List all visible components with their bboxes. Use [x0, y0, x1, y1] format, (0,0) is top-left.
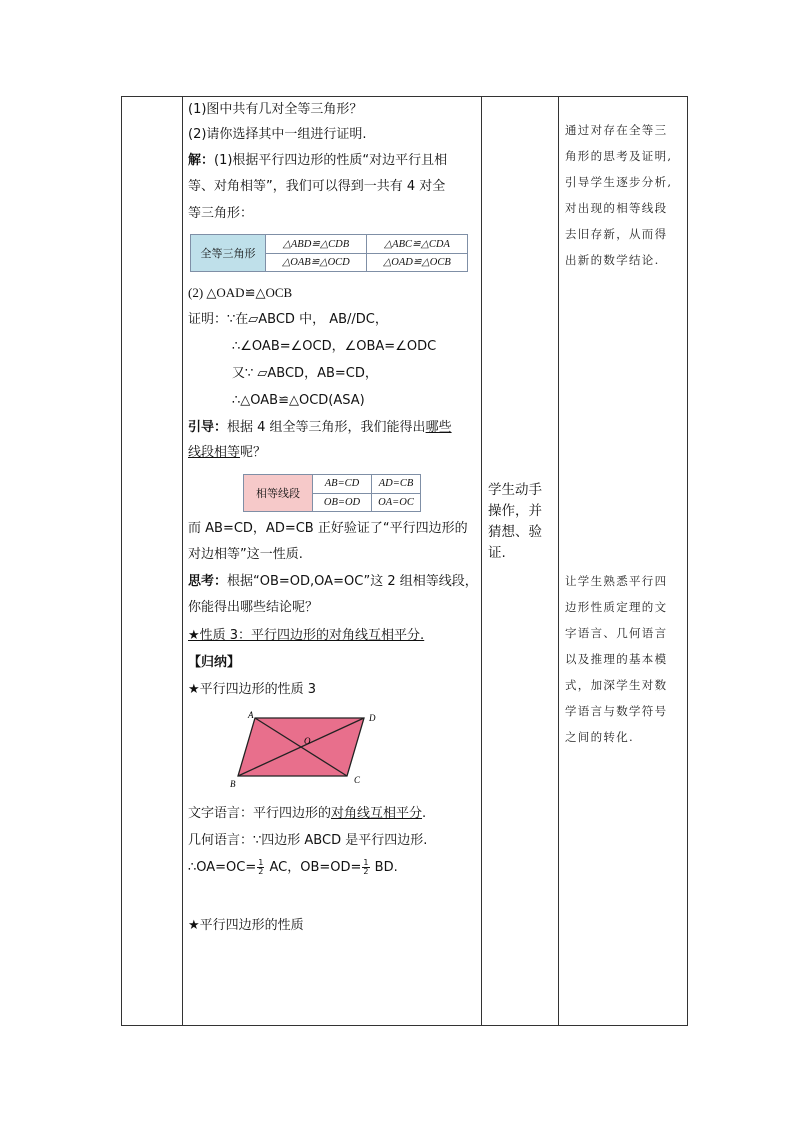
text-language-underlined: 对角线互相平分 [331, 806, 423, 821]
geometric-result [188, 856, 398, 880]
intent-line: 引导学生逐步分析, [565, 175, 673, 189]
think-line-2: 你能得出哪些结论呢？ [188, 600, 319, 615]
vertex-label-b: B [230, 779, 236, 789]
fraction-numerator: 1 [258, 858, 264, 867]
intent-line: 学语言与数学符号 [565, 704, 668, 718]
think-label: 思考： [188, 574, 228, 589]
fraction-denominator: 2 [363, 867, 369, 876]
guide-text-underlined: 哪些 [425, 420, 452, 435]
text-language-prefix: 文字语言：平行四边形的 [188, 806, 332, 821]
text-language: 文字语言：平行四边形的对角线互相平分. [188, 806, 427, 821]
intent-line: 之间的转化. [565, 730, 634, 744]
design-intent-2 [565, 568, 683, 750]
proof-line-3: 又∵ ▱ABCD，AB=CD， [232, 366, 378, 381]
intent-line: 去旧存新，从而得 [565, 227, 668, 241]
solution-line-1 [188, 151, 447, 170]
fraction-half [362, 859, 369, 876]
think-line-1 [188, 572, 478, 591]
table-header: 相等线段 [244, 475, 313, 512]
student-activity [488, 480, 550, 564]
activity-line: 证. [488, 545, 506, 561]
proof-line-2: ∴∠OAB=∠OCD，∠OBA=∠ODC [232, 339, 437, 354]
proof-line-4: ∴△OAB≌△OCD(ASA) [232, 393, 365, 408]
geo-result-part: ∴OA=OC= [188, 860, 257, 875]
intent-line: 字语言、几何语言 [565, 626, 668, 640]
guide-text-underlined: 线段相等 [188, 445, 241, 460]
verify-line-2: 对边相等”这一性质. [188, 547, 303, 562]
solution-text: (1)根据平行四边形的性质“对边平行且相 [214, 153, 448, 168]
table-cell: △ABC≌△CDA [367, 235, 468, 254]
column-divider [182, 96, 183, 1026]
guide-text: 根据 4 组全等三角形，我们能得出 [227, 420, 426, 435]
table-cell: △ABD≌△CDB [266, 235, 367, 254]
intent-line: 以及推理的基本模 [565, 652, 668, 666]
table-cell: AB=CD [313, 475, 372, 494]
column-divider [558, 96, 559, 1026]
intent-line: 角形的思考及证明, [565, 149, 673, 163]
table-cell: △OAB≌△OCD [266, 253, 367, 272]
intent-line: 边形性质定理的文 [565, 600, 668, 614]
summary-heading: 【归纳】 [188, 655, 241, 670]
geometric-language: 几何语言：∵四边形 ABCD 是平行四边形. [188, 833, 428, 848]
question-2: (2)请你选择其中一组进行证明. [188, 127, 367, 142]
table-cell: △OAD≌△OCB [367, 253, 468, 272]
design-intent-1 [565, 117, 683, 273]
property-3-title: ★平行四边形的性质 3 [188, 682, 317, 697]
center-label-o: O [304, 736, 311, 746]
property-3: ★性质 3：平行四边形的对角线互相平分. [188, 628, 425, 643]
equal-segments-table [243, 474, 421, 512]
intent-line: 出新的数学结论. [565, 253, 660, 267]
geo-result-part: AC，OB=OD= [265, 860, 362, 875]
intent-line: 式，加深学生对数 [565, 678, 668, 692]
vertex-label-c: C [354, 775, 361, 785]
properties-heading: ★平行四边形的性质 [188, 918, 304, 933]
vertex-label-d: D [369, 713, 376, 723]
activity-line: 学生动手 [488, 482, 542, 498]
guide-line-1 [188, 418, 452, 437]
activity-line: 猜想、验 [488, 524, 542, 540]
guide-text: 呢？ [240, 445, 267, 460]
column-divider [481, 96, 482, 1026]
table-cell: OA=OC [372, 493, 421, 512]
intent-line: 让学生熟悉平行四 [565, 574, 668, 588]
activity-line: 操作，并 [488, 503, 542, 519]
guide-label: 引导： [188, 420, 228, 435]
vertex-label-a: A [248, 710, 254, 720]
solution-line-2: 等、对角相等”，我们可以得到一共有 4 对全 [188, 179, 446, 194]
fraction-numerator: 1 [363, 858, 369, 867]
proof-title: (2) △OAD≌△OCB [188, 285, 293, 300]
guide-line-2 [188, 443, 266, 462]
table-cell: OB=OD [313, 493, 372, 512]
intent-line: 对出现的相等线段 [565, 201, 668, 215]
fraction-denominator: 2 [258, 867, 264, 876]
table-cell: AD=CB [372, 475, 421, 494]
fraction-half [257, 859, 264, 876]
think-text: 根据“OB=OD,OA=OC”这 2 组相等线段， [227, 574, 478, 589]
geo-result-part: BD. [370, 860, 398, 875]
table-header: 全等三角形 [191, 235, 266, 272]
proof-line-1: 证明：∵在▱ABCD 中， AB//DC， [188, 312, 388, 327]
solution-label: 解： [188, 153, 215, 168]
verify-line-1: 而 AB=CD，AD=CB 正好验证了“平行四边形的 [188, 521, 468, 536]
parallelogram-figure [226, 706, 386, 790]
congruent-triangles-table [190, 234, 468, 272]
question-1: (1)图中共有几对全等三角形？ [188, 102, 363, 117]
solution-line-3: 等三角形： [188, 206, 254, 221]
intent-line: 通过对存在全等三 [565, 123, 668, 137]
